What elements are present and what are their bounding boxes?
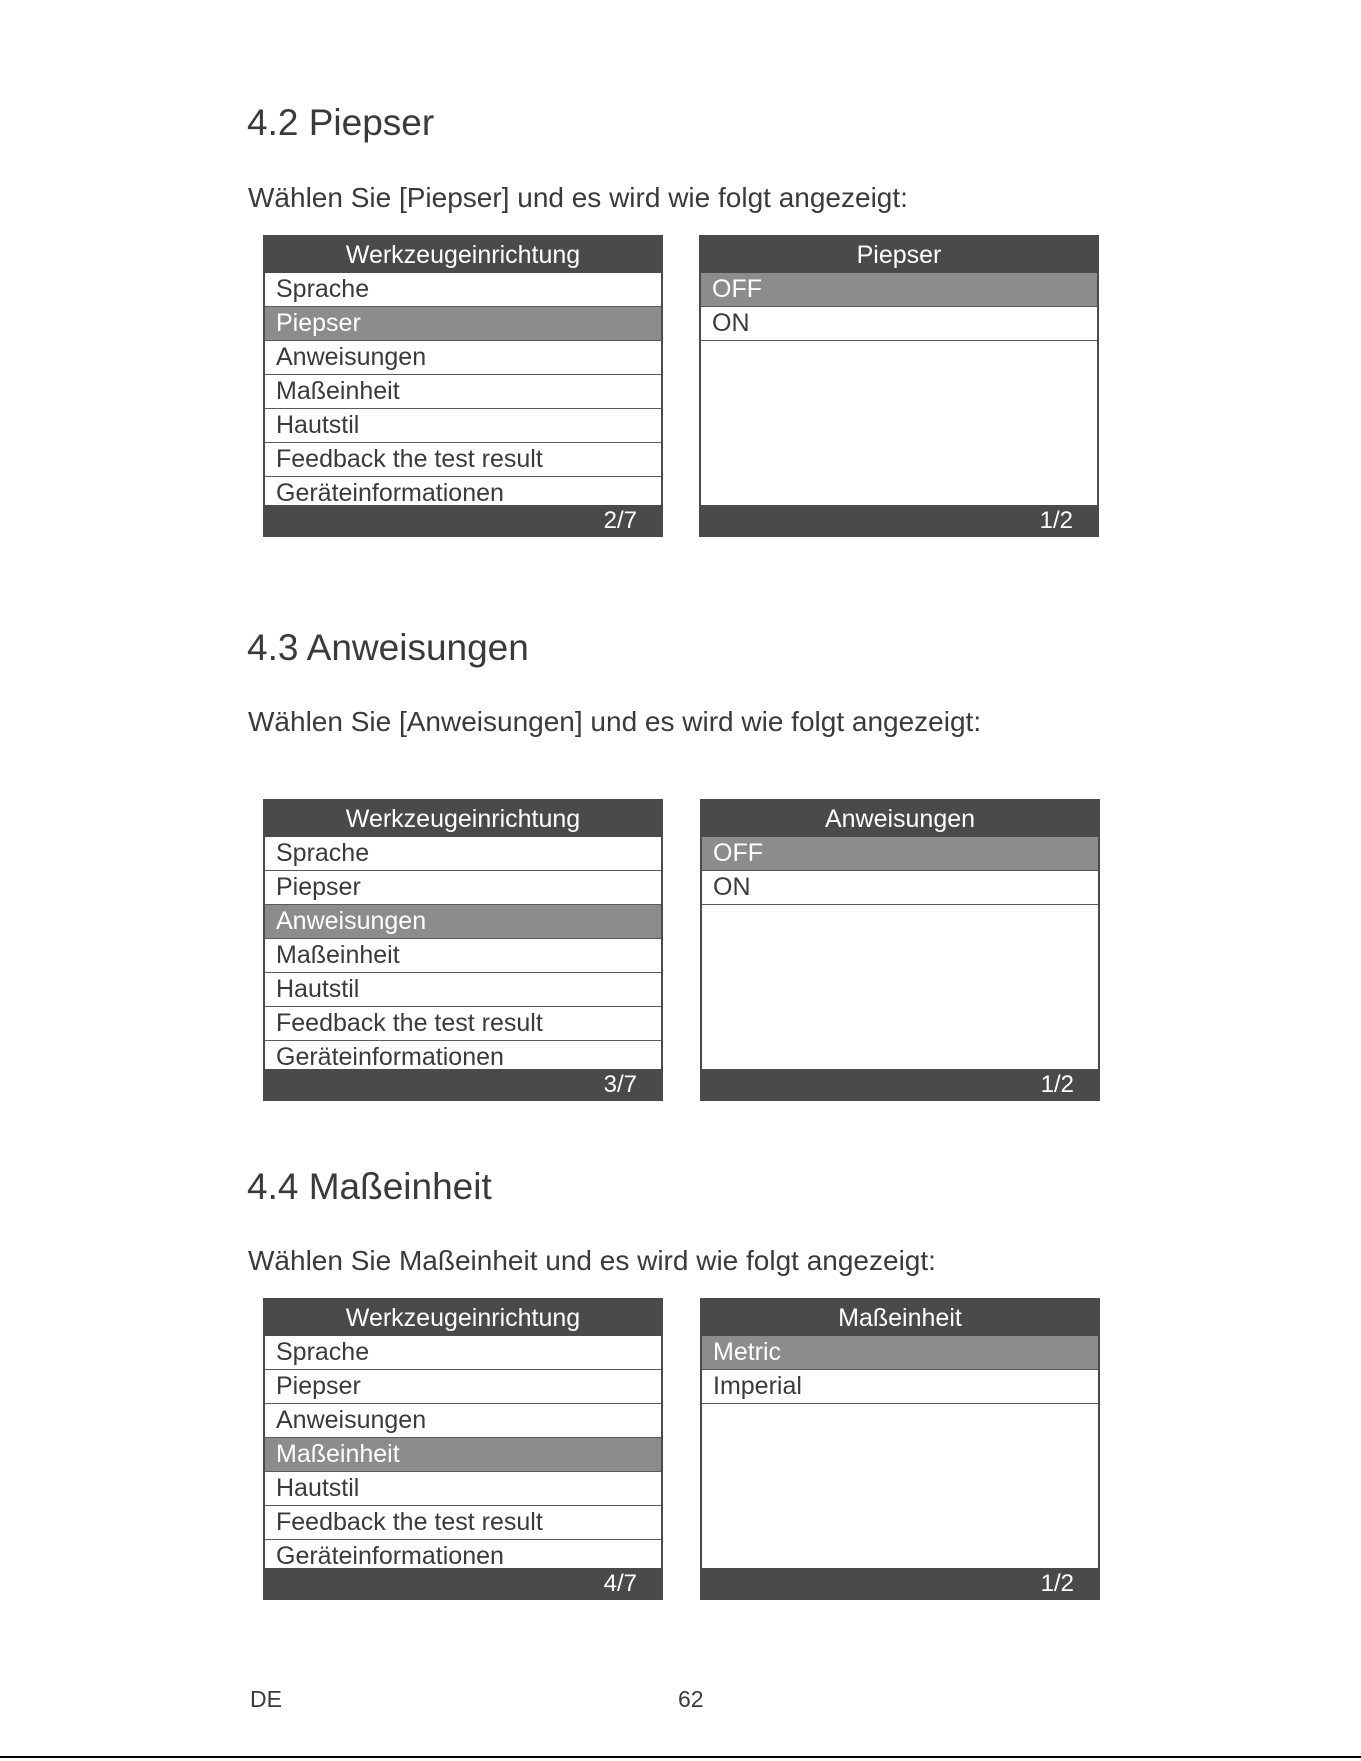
tool-setup-screen (263, 1298, 663, 1600)
menu-item[interactable]: Hautstil (265, 1472, 661, 1506)
page-indicator: 4/7 (265, 1568, 661, 1598)
menu-item[interactable]: Anweisungen (265, 1404, 661, 1438)
instructions-screen (700, 799, 1100, 1101)
screen-title: Anweisungen (702, 801, 1098, 837)
menu-item[interactable]: Piepser (265, 871, 661, 905)
menu-item[interactable]: Maßeinheit (265, 939, 661, 973)
section-intro: Wählen Sie Maßeinheit und es wird wie folgt angezeigt: (248, 1245, 936, 1276)
menu-list (702, 837, 1098, 1069)
section-intro: Wählen Sie [Piepser] und es wird wie folgt angezeigt: (248, 182, 908, 213)
menu-item[interactable]: Anweisungen (265, 905, 661, 939)
menu-item[interactable]: Maßeinheit (265, 375, 661, 409)
menu-item[interactable]: Geräteinformationen (265, 1041, 661, 1069)
menu-item[interactable]: ON (702, 871, 1098, 905)
menu-item[interactable]: Anweisungen (265, 341, 661, 375)
menu-item[interactable]: Metric (702, 1336, 1098, 1370)
menu-item[interactable]: Feedback the test result (265, 1506, 661, 1540)
page-number: 62 (678, 1686, 704, 1712)
page-indicator: 1/2 (702, 1069, 1098, 1099)
section-heading: 4.3 Anweisungen (247, 627, 529, 668)
tool-setup-screen (263, 799, 663, 1101)
menu-list (265, 273, 661, 505)
screen-title: Piepser (701, 237, 1097, 273)
menu-list (701, 273, 1097, 505)
page-indicator: 3/7 (265, 1069, 661, 1099)
section-intro: Wählen Sie [Anweisungen] und es wird wie folgt angezeigt: (248, 706, 982, 737)
page-indicator: 1/2 (701, 505, 1097, 535)
menu-list (265, 837, 661, 1069)
menu-item[interactable]: Piepser (265, 307, 661, 341)
menu-item[interactable]: Sprache (265, 837, 661, 871)
menu-item[interactable]: Sprache (265, 1336, 661, 1370)
menu-item[interactable]: ON (701, 307, 1097, 341)
menu-item[interactable]: OFF (702, 837, 1098, 871)
menu-item[interactable]: Piepser (265, 1370, 661, 1404)
menu-item[interactable]: Hautstil (265, 409, 661, 443)
page-indicator: 2/7 (265, 505, 661, 535)
menu-item[interactable]: Imperial (702, 1370, 1098, 1404)
tool-setup-screen (263, 235, 663, 537)
section-heading: 4.4 Maßeinheit (247, 1166, 492, 1207)
menu-item[interactable]: Feedback the test result (265, 1007, 661, 1041)
menu-list (702, 1336, 1098, 1568)
menu-item[interactable]: OFF (701, 273, 1097, 307)
menu-item[interactable]: Feedback the test result (265, 443, 661, 477)
bottom-divider (0, 1756, 1361, 1758)
screen-title: Maßeinheit (702, 1300, 1098, 1336)
screen-title: Werkzeugeinrichtung (265, 237, 661, 273)
menu-item[interactable]: Sprache (265, 273, 661, 307)
beeper-screen (699, 235, 1099, 537)
menu-item[interactable]: Geräteinformationen (265, 1540, 661, 1568)
menu-item[interactable]: Geräteinformationen (265, 477, 661, 505)
menu-item[interactable]: Hautstil (265, 973, 661, 1007)
unit-screen (700, 1298, 1100, 1600)
menu-item[interactable]: Maßeinheit (265, 1438, 661, 1472)
menu-list (265, 1336, 661, 1568)
page-indicator: 1/2 (702, 1568, 1098, 1598)
screen-title: Werkzeugeinrichtung (265, 1300, 661, 1336)
section-heading: 4.2 Piepser (247, 102, 435, 143)
language-code: DE (250, 1686, 282, 1712)
screen-title: Werkzeugeinrichtung (265, 801, 661, 837)
